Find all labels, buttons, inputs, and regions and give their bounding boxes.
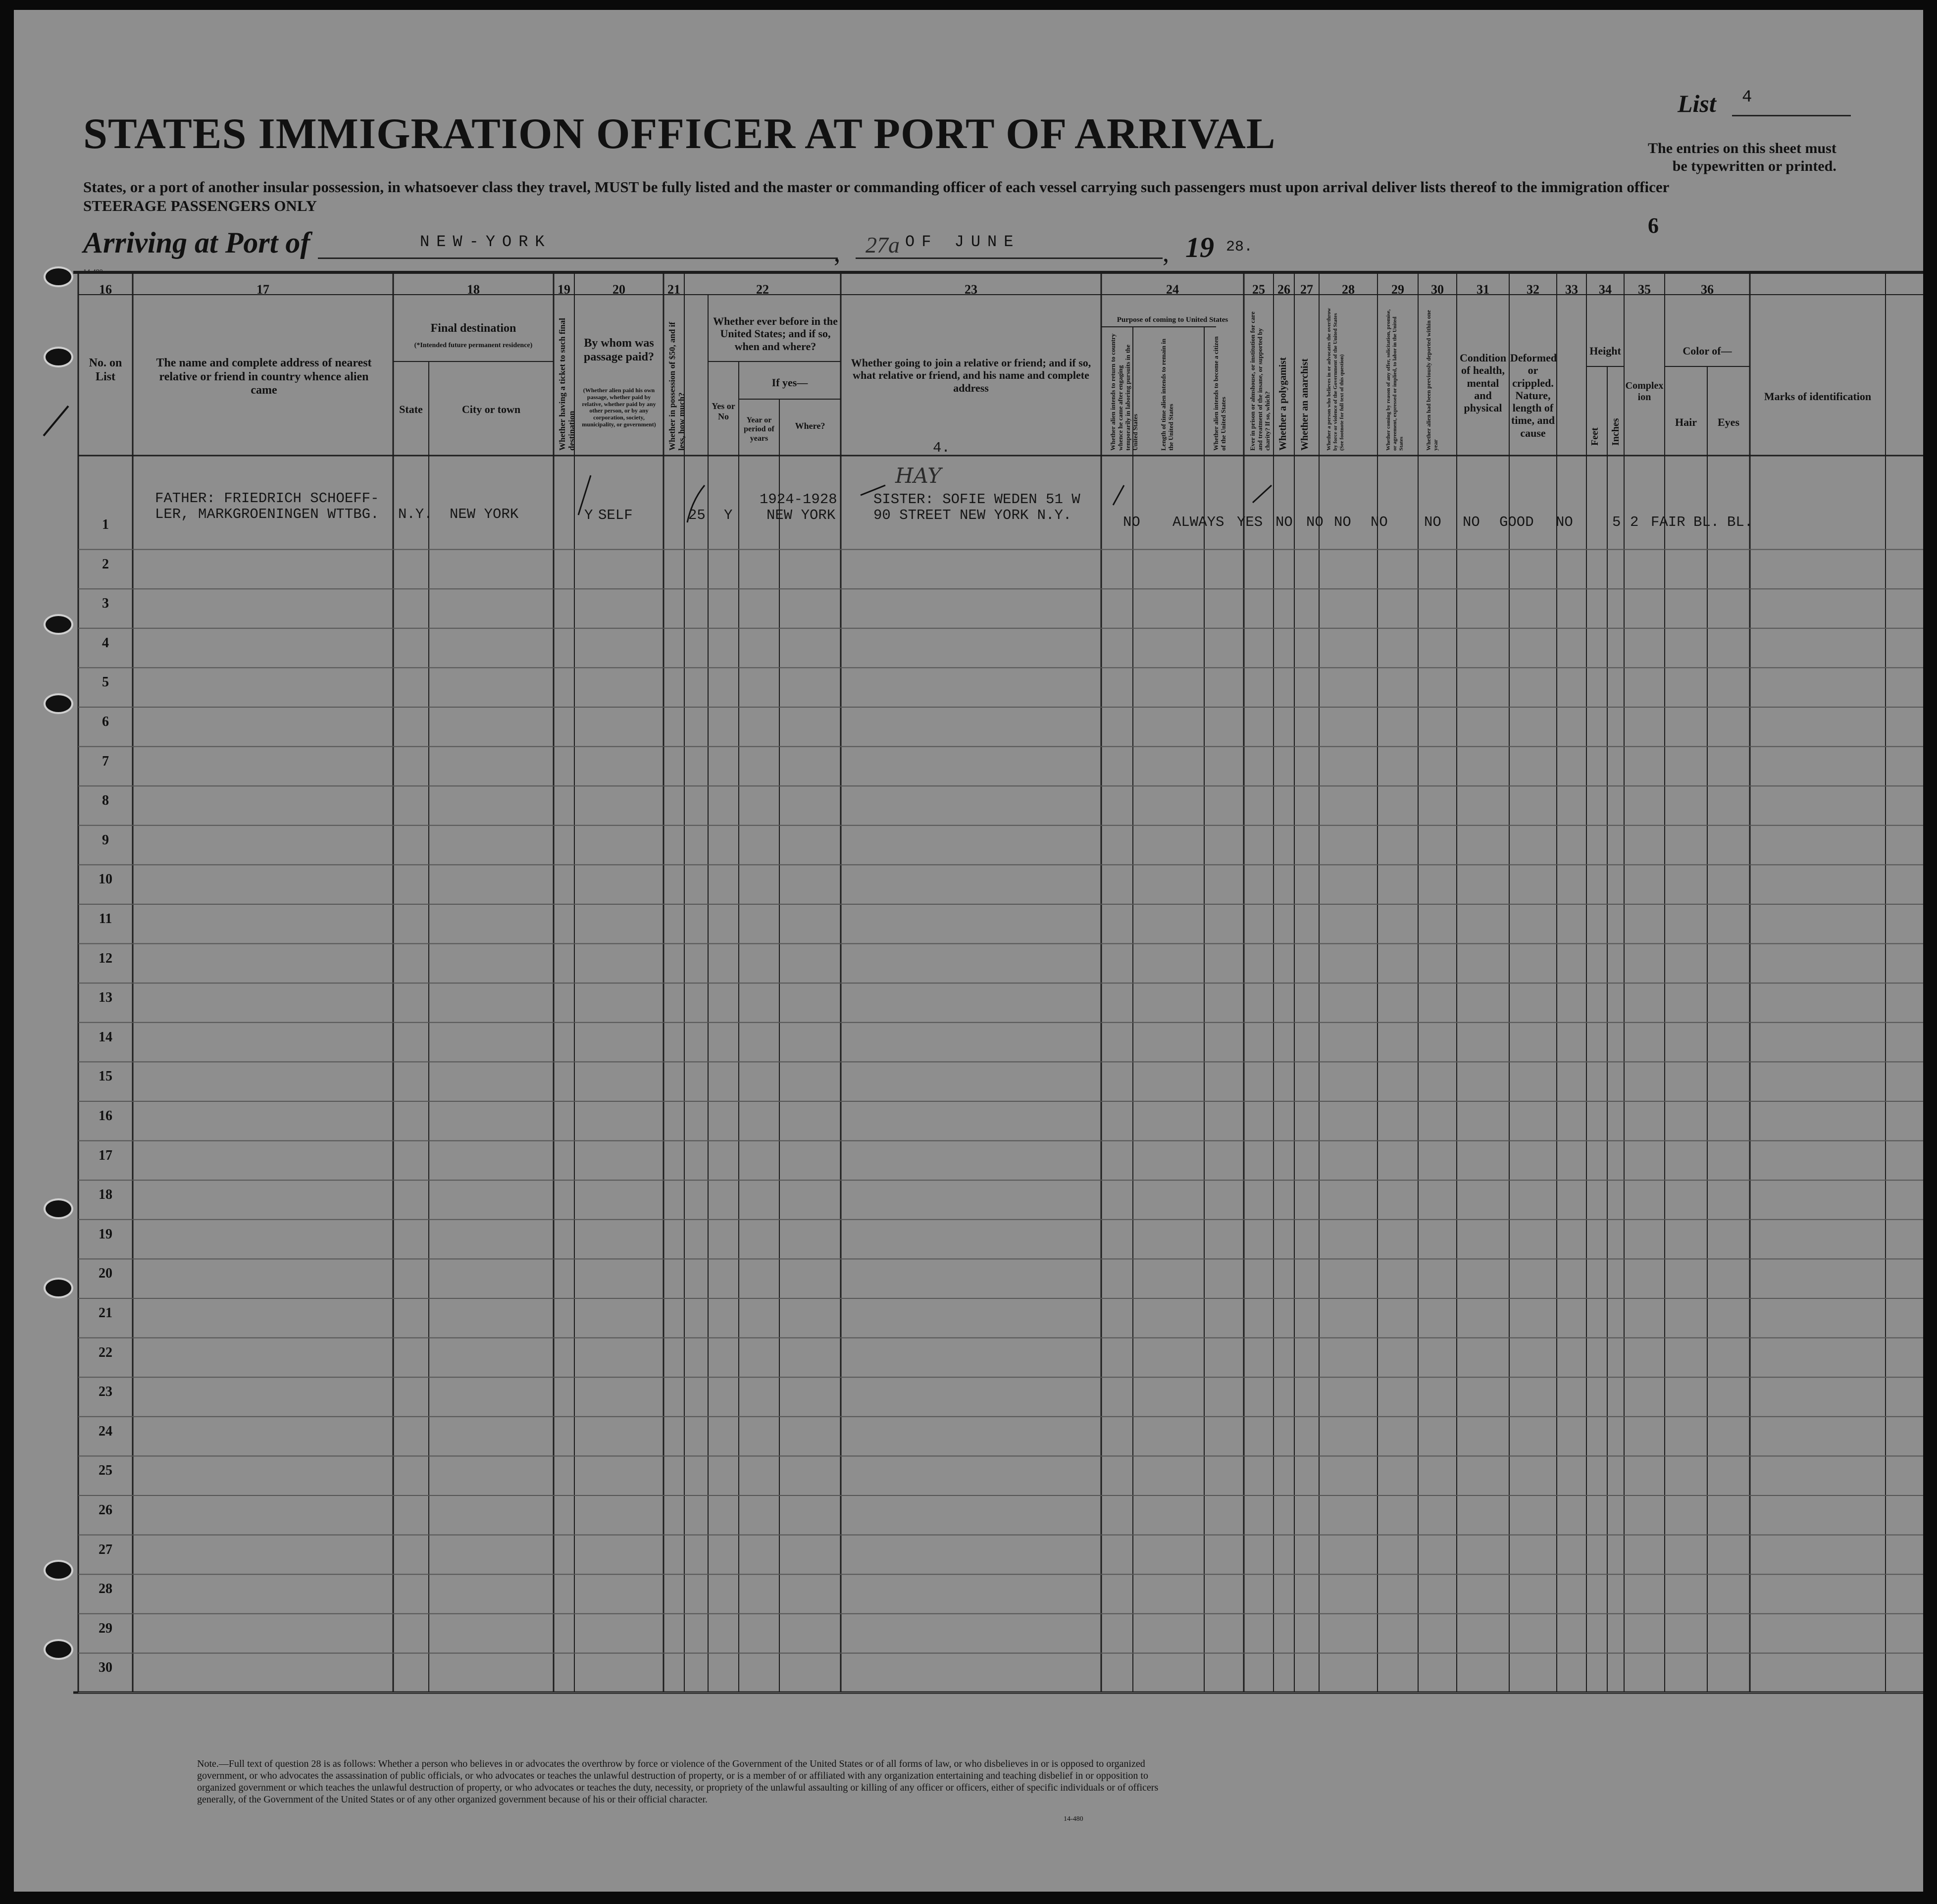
sheet-number: 6	[1648, 213, 1659, 238]
col-22-period-header: Year or period of years	[744, 416, 774, 443]
row-number: 20	[99, 1266, 112, 1282]
page-title: STATES IMMIGRATION OFFICER AT PORT OF ARRIVAL	[83, 110, 1276, 158]
col-34-header: Complexion	[1625, 380, 1664, 403]
entry-hair: BL.	[1693, 514, 1720, 530]
col-22-num: 22	[756, 282, 769, 297]
row-number: 30	[99, 1660, 112, 1676]
col-24-num: 24	[1166, 282, 1179, 297]
entry-state: N.Y.	[398, 506, 433, 522]
entry-header-mark: 4.	[933, 440, 950, 456]
col-18-num: 18	[467, 282, 480, 297]
comma-separator: ,	[1163, 239, 1169, 267]
punch-hole	[44, 614, 73, 635]
row-number: 6	[102, 714, 109, 729]
form-code: 14-480	[83, 268, 103, 276]
row-number: 15	[99, 1069, 112, 1084]
col-22-ifyes-header: If yes—	[771, 376, 808, 389]
col-35-num: 35	[1638, 282, 1651, 297]
check-mark	[1113, 485, 1124, 505]
entry-deformed: NO	[1556, 514, 1573, 530]
entry-where: NEW YORK	[766, 507, 836, 523]
col-36-num: 36	[1701, 282, 1714, 297]
col-28-header: Whether a person who believes in or advocates the overthrow by force or violence of the Government of the United States (See footnote for full text of this question)	[1326, 308, 1345, 451]
col-35-header: Color of—	[1682, 345, 1732, 357]
col-24-citizen-header: Whether alien intends to become a citizen of the United States	[1212, 336, 1227, 451]
col-25-num: 25	[1252, 282, 1265, 297]
entry-before-in-us: Y	[724, 507, 733, 523]
col-18-state-header: State	[399, 403, 423, 415]
col-19-num: 19	[558, 282, 570, 297]
manifest-sheet	[14, 10, 1923, 1892]
list-number: 4	[1742, 88, 1752, 107]
col-32-header: Deformed or crippled. Nature, length of time, and cause	[1510, 352, 1557, 439]
entry-length-of-stay: ALWAYS	[1172, 514, 1224, 530]
punch-hole	[44, 266, 73, 287]
row-number: 12	[99, 950, 112, 966]
row-number: 23	[99, 1384, 112, 1400]
col-30-header: Whether alien had been previously deported within one year	[1425, 310, 1439, 451]
entry-labor-offer: NO	[1424, 514, 1441, 530]
col-34-num: 34	[1599, 282, 1612, 297]
col-24-return-header: Whether alien intends to return to country whence he came after engaging temporarily in laboring pursuits in the United States	[1109, 333, 1139, 451]
col-35-hair-header: Hair	[1675, 416, 1697, 428]
row-number: 9	[102, 832, 109, 848]
col-18-header: Final destination	[430, 322, 516, 335]
col-33-num: 33	[1565, 282, 1578, 297]
row-number: 4	[102, 635, 109, 651]
row-number: 25	[99, 1463, 112, 1479]
entry-relative-line-2: LER, MARKGROENINGEN WTTBG.	[155, 506, 379, 522]
col-21-num: 21	[667, 282, 680, 297]
entry-city: NEW YORK	[450, 506, 519, 522]
month-value: OF JUNE	[905, 233, 1020, 251]
row-number: 29	[99, 1620, 112, 1636]
col-22-header: Whether ever before in the United States; and if so, when and where?	[713, 315, 838, 353]
col-30-num: 30	[1431, 282, 1444, 297]
year-suffix: 28.	[1226, 239, 1253, 256]
day-handwritten: 27a	[866, 232, 900, 257]
row-number: 11	[99, 911, 112, 926]
entries-note-line-1: The entries on this sheet must	[1648, 140, 1836, 156]
punch-hole	[44, 693, 73, 714]
row-number: 8	[102, 793, 109, 809]
entry-polygamist: NO	[1306, 514, 1324, 530]
entry-paid-by: SELF	[598, 507, 633, 523]
col-31-num: 31	[1477, 282, 1489, 297]
row-number: 17	[99, 1147, 112, 1163]
col-26-header: Whether a polygamist	[1277, 357, 1288, 451]
entry-height-inches: 2	[1630, 514, 1639, 530]
entry-ticket: Y	[584, 507, 593, 523]
footnote: Note.—Full text of question 28 is as follows: Whether a person who believes in or advocates the overthrow by force or violence of the Government of the United States or of all forms of law, or who disbelieves in or is opposed to organized government, or who advocates the assassination of public officials, or who advocates or teaches the unlawful destruction of property, or is a member of or affiliated with any organization entertaining and teaching disbelief in or opposition to organized government or which teaches the unlawful destruction of property, or who advocates or teaches the duty, necessity, or propriety of the unlawful assaulting or killing of any officer or officers, either of specific individuals or of officers generally, of the Government of the United States or of any other organized government because of his or their official character.	[197, 1758, 1159, 1805]
comma-separator: ,	[834, 239, 840, 267]
col-20-num: 20	[612, 282, 625, 297]
row-number: 19	[99, 1226, 112, 1242]
entry-citizen: YES	[1237, 514, 1263, 530]
col-18-city-header: City or town	[461, 403, 521, 415]
entry-height-feet: 5	[1612, 514, 1621, 530]
port-value: NEW-YORK	[420, 233, 552, 251]
col-17-num: 17	[256, 282, 269, 297]
col-24-header: Purpose of coming to United States	[1117, 316, 1228, 324]
col-23-num: 23	[965, 282, 977, 297]
col-26-num: 26	[1277, 282, 1290, 297]
row-number: 3	[102, 596, 109, 612]
row-number: 26	[99, 1502, 112, 1518]
col-27-header: Whether an anarchist	[1299, 359, 1310, 451]
col-23-header: Whether going to join a relative or friend; and if so, what relative or friend, and his name and complete address	[851, 357, 1091, 394]
punch-hole	[44, 1278, 73, 1298]
row-number: 2	[102, 556, 109, 572]
row-number: 21	[99, 1305, 112, 1321]
list-label: List	[1678, 90, 1716, 117]
row-number: 27	[99, 1542, 112, 1557]
col-27-num: 27	[1300, 282, 1313, 297]
col-22-where-header: Where?	[795, 421, 825, 431]
entry-join-line-1: SISTER: SOFIE WEDEN 51 W	[873, 491, 1080, 508]
col-21-header: Whether in possession of $50, and if less, how much?	[667, 322, 686, 451]
entry-eyes: BL.	[1727, 514, 1753, 530]
row-number: 5	[102, 674, 109, 690]
col-18-subheader: (*Intended future permanent residence)	[414, 342, 533, 349]
col-20-header: By whom was passage paid?	[583, 337, 655, 363]
entry-deported: NO	[1463, 514, 1480, 530]
entry-join-handwritten: HAY	[895, 463, 941, 488]
col-19-header: Whether having a ticket to such final destination	[558, 318, 576, 451]
punch-hole	[44, 1639, 73, 1660]
col-24-length-header: Length of time alien intends to remain in the United States	[1160, 338, 1174, 451]
col-33-feet-header: Feet	[1589, 427, 1600, 446]
year-prefix: 19	[1185, 231, 1214, 263]
entry-health: GOOD	[1499, 514, 1534, 530]
col-29-num: 29	[1391, 282, 1404, 297]
row-number: 1	[102, 517, 109, 532]
col-17-header: The name and complete address of nearest relative or friend in country whence alien came	[156, 357, 372, 397]
col-16-header: No. on List	[89, 357, 122, 383]
entry-anarchist: NO	[1334, 514, 1351, 530]
margin-mark	[44, 406, 68, 436]
row-number: 7	[102, 753, 109, 769]
col-28-num: 28	[1342, 282, 1355, 297]
col-16-num: 16	[99, 282, 112, 297]
col-22-yesno-header: Yes or No	[712, 401, 735, 421]
row-number: 13	[99, 990, 112, 1006]
punch-hole	[44, 1560, 73, 1581]
entry-period: 1924-1928	[760, 491, 837, 508]
entry-overthrow: NO	[1371, 514, 1388, 530]
arriving-label: Arriving at Port of	[83, 226, 310, 259]
col-33-inches-header: Inches	[1610, 418, 1621, 446]
col-29-header: Whether coming by reason of any offer, solicitation, promise, or agreement, expressed or implied, to labor in the United States	[1385, 309, 1404, 451]
entry-prison: NO	[1275, 514, 1293, 530]
row-number: 28	[99, 1581, 112, 1597]
row-number: 18	[99, 1187, 112, 1203]
col-33-header: Height	[1589, 345, 1621, 357]
col-36-header: Marks of identification	[1764, 390, 1872, 403]
intro-line-1: States, or a port of another insular possession, in whatsoever class they travel, MUST be fully listed and the master or commanding officer of each vessel carrying such passengers must upon arrival deliver lists thereof to the immigration officer	[83, 178, 1670, 196]
punch-hole	[44, 1198, 73, 1219]
col-35-eyes-header: Eyes	[1718, 416, 1739, 428]
col-25-header: Ever in prison or almshouse, or institution for care and treatment of the insane, or supported by charity? If so, which?	[1249, 311, 1271, 451]
entry-relative-line-1: FATHER: FRIEDRICH SCHOEFF-	[155, 490, 379, 507]
col-32-num: 32	[1527, 282, 1539, 297]
row-number: 24	[99, 1423, 112, 1439]
entry-complexion: FAIR	[1651, 514, 1685, 530]
check-mark	[1253, 485, 1272, 503]
row-number: 16	[99, 1108, 112, 1124]
entries-note-line-2: be typewritten or printed.	[1672, 158, 1836, 174]
row-number: 22	[99, 1344, 112, 1360]
row-number: 10	[99, 872, 112, 887]
row-number: 14	[99, 1029, 112, 1045]
entry-temp-labor: NO	[1123, 514, 1140, 530]
col-20-subheader: (Whether alien paid his own passage, whether paid by relative, whether paid by any other person, or by any corporation, society, municipality, or government)	[582, 387, 656, 428]
intro-line-2: STEERAGE PASSENGERS ONLY	[83, 197, 317, 214]
entry-money: 25	[688, 507, 706, 523]
footnote-code: 14-480	[1064, 1815, 1083, 1823]
col-31-header: Condition of health, mental and physical	[1460, 352, 1507, 414]
punch-hole	[44, 347, 73, 367]
entry-join-line-2: 90 STREET NEW YORK N.Y.	[873, 507, 1072, 523]
